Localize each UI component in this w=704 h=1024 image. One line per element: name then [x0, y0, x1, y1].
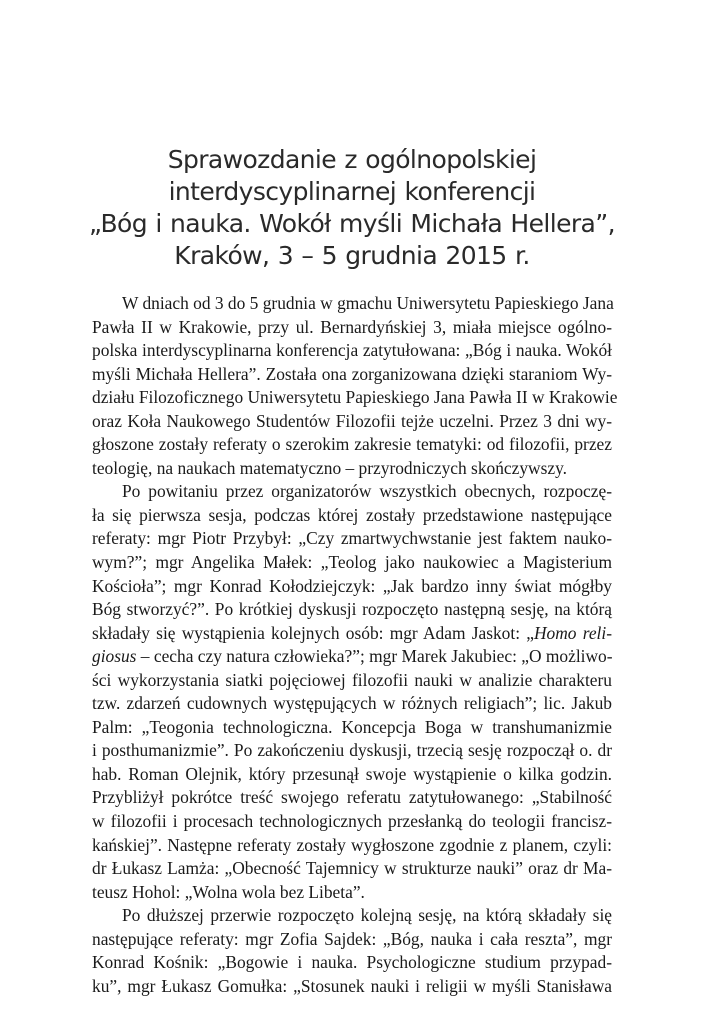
body-line: następujące referaty: mgr Zofia Sajdek: „Bóg, nauka i cała reszta”, mgr — [92, 928, 612, 949]
title-line-3: „Bóg i nauka. Wokół myśli Michała Hellera”, — [89, 209, 615, 238]
body-line: tzw. zdarzeń cudownych występujących w różnych religiach”; lic. Jakub — [92, 693, 612, 714]
title-line-1: Sprawozdanie z ogólnopolskiej — [167, 145, 537, 174]
body-line: głoszone zostały referaty o szerokim zakresie tematyki: od filozofii, przez — [92, 434, 612, 455]
body-line: dr Łukasz Lamża: „Obecność Tajemnicy w strukturze nauki” oraz dr Ma- — [92, 858, 612, 879]
body-line: i posthumanizmie”. Po zakończeniu dyskusji, trzecią sesję rozpoczął o. dr — [92, 740, 612, 761]
body-line: Bóg stworzyć?”. Po krótkiej dyskusji rozpoczęto następną sesję, na którą — [92, 599, 612, 620]
title-line-2: interdyscyplinarnej konferencji — [168, 177, 536, 206]
italic-title-text: giosus — [92, 646, 137, 667]
body-line: Przybliżył pokrótce treść swojego referatu zatytułowanego: „Stabilność — [92, 787, 612, 808]
body-line: ła się pierwsza sesja, podczas której zostały przedstawione następujące — [92, 504, 612, 525]
body-line: Kościoła”; mgr Konrad Kołodziejczyk: „Jak bardzo inny świat mógłby — [92, 575, 612, 596]
body-line: wym?”; mgr Angelika Małek: „Teolog jako naukowiec a Magisterium — [92, 552, 612, 573]
body-line: Po dłuższej przerwie rozpoczęto kolejną sesję, na którą składały się — [122, 905, 612, 926]
body-line: polska interdyscyplinarna konferencja zatytułowana: „Bóg i nauka. Wokół — [92, 340, 612, 361]
body-line: Palm: „Teogonia technologiczna. Koncepcja Boga w transhumanizmie — [92, 716, 612, 737]
body-line: W dniach od 3 do 5 grudnia w gmachu Uniwersytetu Papieskiego Jana — [122, 293, 614, 313]
body-line-text: składały się wystąpienia kolejnych osób: mgr Adam Jaskot: „ — [92, 622, 534, 643]
body-line: kańskiej”. Następne referaty zostały wygłoszone zgodnie z planem, czyli: — [92, 834, 612, 855]
body-line: Po powitaniu przez organizatorów wszystkich obecnych, rozpoczę- — [122, 481, 612, 502]
body-line: działu Filozoficznego Uniwersytetu Papieskiego Jana Pawła II w Krakowie — [92, 387, 618, 408]
body-line: Konrad Kośnik: „Bogowie i nauka. Psychologiczne studium przypad- — [92, 952, 612, 973]
report-body — [92, 292, 618, 998]
report-title — [80, 144, 624, 272]
italic-title-text: Homo reli- — [533, 622, 612, 643]
body-line: oraz Koła Naukowego Studentów Filozofii tejże uczelni. Przez 3 dni wy- — [92, 410, 612, 431]
body-line: ści wykorzystania siatki pojęciowej filozofii nauki w analizie charakteru — [92, 669, 612, 690]
body-line-text: – cecha czy natura człowieka?”; mgr Marek Jakubiec: „O możliwo- — [136, 646, 613, 667]
body-line: hab. Roman Olejnik, który przesunął swoje wystąpienie o kilka godzin. — [92, 763, 612, 784]
body-line: ku”, mgr Łukasz Gomułka: „Stosunek nauki i religii w myśli Stanisława — [92, 975, 612, 996]
body-line: Pawła II w Krakowie, przy ul. Bernardyńskiej 3, miała miejsce ogólno- — [92, 316, 612, 337]
body-line: w filozofii i procesach technologicznych przesłanką do teologii francisz- — [92, 811, 612, 832]
body-line: teologię, na naukach matematyczno – przyrodniczych skończywszy. — [92, 457, 567, 478]
body-line: teusz Hohol: „Wolna wola bez Libeta”. — [92, 881, 365, 902]
title-line-4: Kraków, 3 – 5 grudnia 2015 r. — [174, 241, 530, 270]
body-line — [92, 622, 612, 646]
body-line: referaty: mgr Piotr Przybył: „Czy zmartwychwstanie jest faktem nauko- — [92, 528, 612, 549]
body-line — [92, 645, 612, 669]
body-line: myśli Michała Hellera”. Została ona zorganizowana dzięki staraniom Wy- — [92, 363, 612, 384]
